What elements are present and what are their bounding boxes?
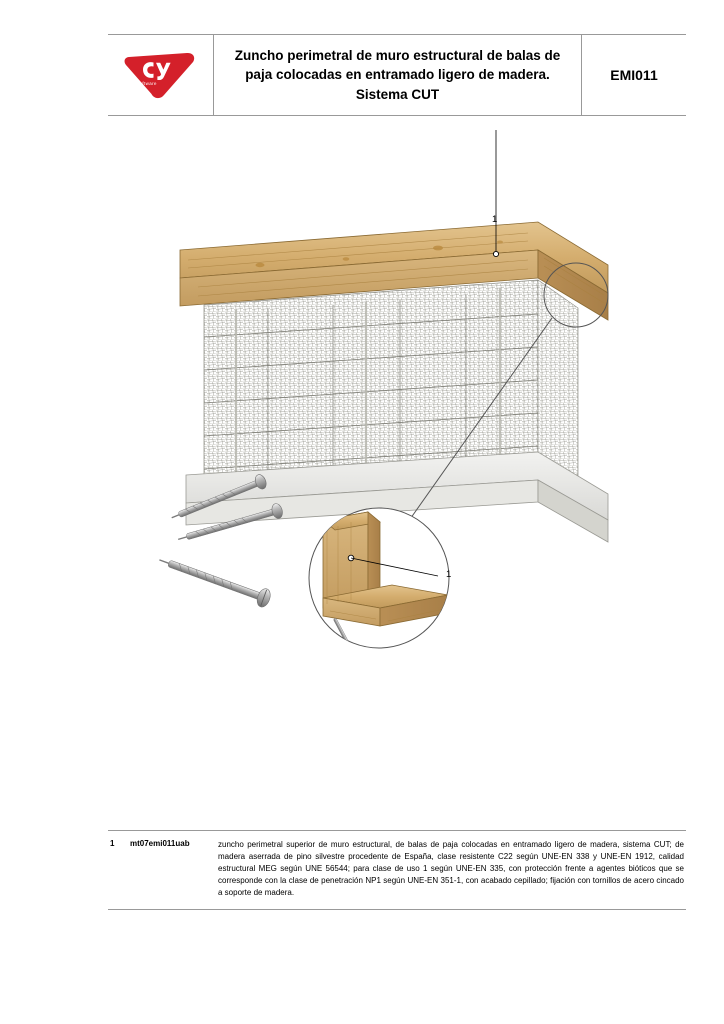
technical-drawing [108, 130, 686, 820]
page-title: Zuncho perimetral de muro estructural de balas de paja colocadas en entramado ligero de madera. Sistema CUT [234, 47, 561, 102]
callout-label-detail: 1 [446, 569, 452, 580]
legend-block [108, 830, 686, 910]
legend-item-code: mt07emi011uab [130, 839, 190, 848]
legend-item-description: zuncho perimetral superior de muro estructural, de balas de paja colocadas en entramado ligero de madera, sistema CUT; de madera aserrada de pino silvestre procedente de España, clase resistente C22 según UNE-EN 338 y UNE-EN 1912, calidad estructural MEG según UNE 56544; para clase de uso 1 según UNE-EN 335, con protección frente a agentes bióticos que se corresponde con la clase de penetración NP1 según UNE-EN 351-1, con acabado cepillado; fijación con tornillos de acero cincado a soporte de madera. [218, 840, 684, 897]
title-cell [214, 35, 582, 115]
cype-logo-icon [123, 49, 199, 101]
document-header [108, 34, 686, 116]
cype-logo [123, 49, 199, 101]
callout-label-top: 1 [492, 214, 498, 225]
enlarged-detail [309, 508, 452, 654]
logo-cell [108, 35, 214, 115]
sheet-code: EMI011 [610, 67, 658, 83]
drawing-illustration [108, 130, 686, 820]
code-cell [582, 35, 686, 115]
svg-text:software: software [136, 81, 157, 86]
legend-item-number: 1 [110, 839, 115, 848]
